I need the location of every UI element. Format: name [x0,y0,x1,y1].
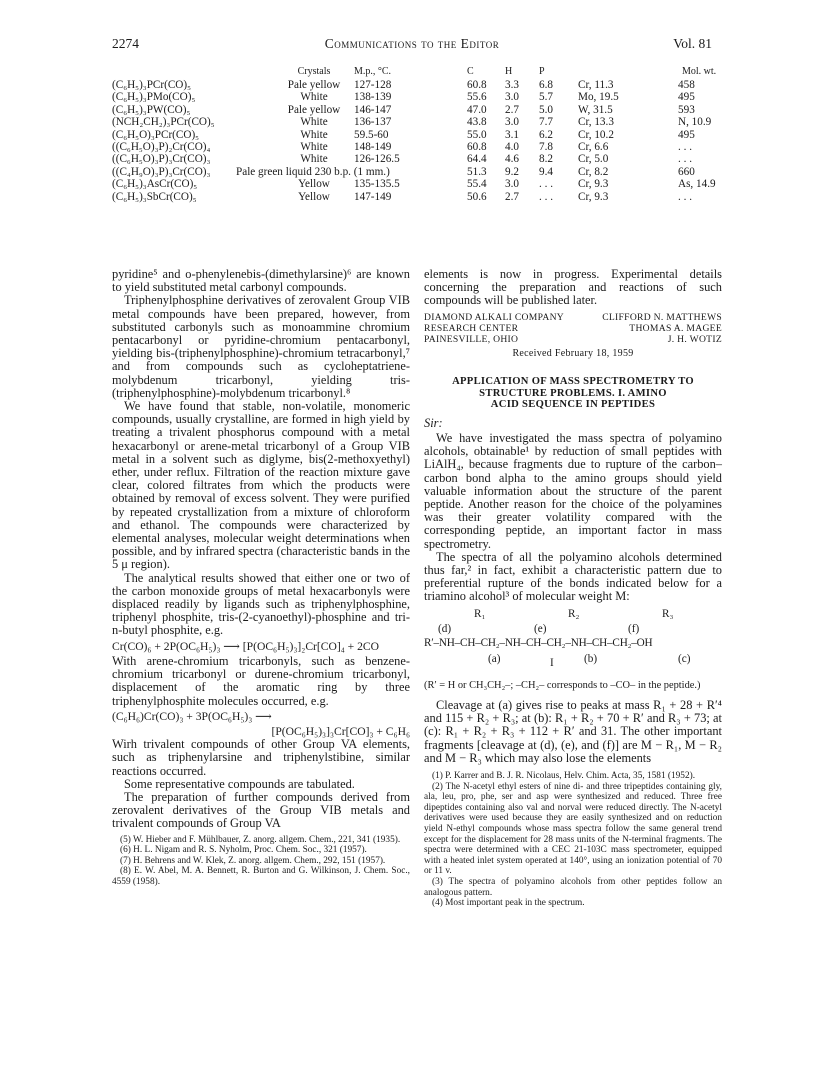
phosphorus-value: 6.2 [539,128,553,141]
table-row [112,191,722,203]
hydrogen-value: 3.0 [505,178,519,191]
compound-formula: ((C₆H₅O)₃P)₂Cr(CO)₄ [112,140,211,153]
table-row [112,178,722,190]
phosphorus-value: . . . [539,178,553,191]
phosphorus-value: 5.0 [539,103,553,116]
melting-point: 138-139 [354,91,392,104]
compound-number: I [550,656,554,669]
metal-analysis: Cr, 8.2 [578,165,609,178]
table-row [112,116,722,128]
molecular-weight: . . . [678,190,692,203]
compound-formula: ((C₄H₉O)₃P)₃Cr(CO)₃ [112,165,211,178]
metal-analysis: Cr, 9.3 [578,190,609,203]
structure-note: (R′ = H or CH₃CH₂–; –CH₂– corresponds to –CO– in the peptide.) [424,679,701,691]
paragraph: With arene-chromium tricarbonyls, such as benzene-chromium tricarbonyl or durene-chromium tricarbonyl, displacement of the aromatic ring by three triphenylphosphite molecules occurred, e.g. [112,653,410,708]
table-row [112,166,722,178]
reference: (6) H. L. Nigam and R. S. Nyholm, Proc. Chem. Soc., 321 (1957). [120,845,367,856]
cleavage-d-label: (d) [438,622,452,635]
compound-formula: (C₆H₅)₃AsCr(CO)₅ [112,178,198,191]
carbon-value: 55.4 [467,178,487,191]
cleavage-c-label: (c) [678,652,691,665]
table-row [112,153,722,165]
melting-point: 135-135.5 [354,178,400,191]
affiliation-line [424,323,722,334]
structure-diagram [424,606,722,676]
article-title [424,376,722,411]
footnotes-right [424,771,722,909]
carbon-value: 43.8 [467,116,487,129]
metal-analysis: Cr, 6.6 [578,140,609,153]
author-affiliation [424,312,722,346]
paragraph: pyridine⁵ and o-phenylenebis-(dimethylarsine)⁶ are known to yield substituted metal carbonyl compounds. [112,267,410,295]
affiliation-line [424,312,722,323]
metal-analysis: Mo, 19.5 [578,91,619,104]
running-header [112,36,712,54]
compounds-table [112,66,722,203]
metal-analysis: Cr, 5.0 [578,153,609,166]
crystal-description: White [300,153,328,166]
crystal-description: White [300,91,328,104]
reference: (5) W. Hieber and F. Mühlbauer, Z. anorg. allgem. Chem., 221, 341 (1935). [120,834,401,845]
hydrogen-value: 4.6 [505,153,519,166]
melting-point: 127-128 [354,79,392,91]
table-row [112,104,722,116]
compound-formula: (C₆H₅O)₃PCr(CO)₅ [112,128,200,141]
crystal-description: Pale yellow [287,79,341,91]
header-mp: M.p., °C. [354,66,392,77]
author-name: CLIFFORD N. MATTHEWS [602,311,722,323]
left-column [112,268,410,888]
metal-analysis: Cr, 13.3 [578,116,614,129]
reference: (7) H. Behrens and W. Klek, Z. anorg. allgem. Chem., 292, 151 (1957). [120,855,386,866]
hydrogen-value: 3.0 [505,91,519,104]
compound-formula: ((C₆H₅O)₃P)₃Cr(CO)₃ [112,153,211,166]
paragraph: elements is now in progress. Experimental details concerning the preparation and reactions of such compounds will be published later. [424,267,722,308]
header-mol-wt: Mol. wt. [682,66,717,77]
crystal-description: White [300,128,328,141]
paragraph: The spectra of all the polyamino alcohols determined thus far,² in fact, exhibit a characteristic pattern due to preferential rupture of the bonds indicated below for a triamino alcohol³ of molecular weight M: [424,549,722,604]
volume-label: Vol. 81 [673,36,712,51]
molecular-weight: 495 [678,91,695,104]
table-header-row [112,66,722,79]
institution: RESEARCH CENTER [424,323,519,335]
melting-point: 59.5-60 [354,128,389,141]
compound-formula: (C₆H₅)₃PW(CO)₅ [112,103,191,116]
phosphorus-value: 7.8 [539,140,553,153]
references-left [112,835,410,888]
header-p: P [539,66,545,77]
molecular-weight: N, 10.9 [678,116,712,129]
table-row [112,91,722,103]
hydrogen-value: 3.1 [505,128,519,141]
footnote: (4) Most important peak in the spectrum. [432,898,585,909]
crystal-description: Pale yellow [287,103,341,116]
hydrogen-value: 2.7 [505,190,519,203]
metal-analysis: Cr, 9.3 [578,178,609,191]
hydrogen-value: 3.3 [505,79,519,91]
substituent-r2: R₂ [568,607,580,620]
hydrogen-value: 9.2 [505,165,519,178]
paragraph: We have found that stable, non-volatile, monomeric compounds, usually crystalline, are formed in high yield by treating a trivalent phosphorus compound with a metal hexacarbonyl or arene-metal tricarbonyl of a Group VIB metal in a solvent such as diglyme, bis(2-methoxyethyl) ether, under reflux. Filtration of the reaction mixture gave clear, colored filtrates from which the products were obtained by removal of excess solvent. They were purified by repeated crystallization from a mixture of chloroform and ethanol. The compounds were characterized by elemental analyses, molecular weight determinations when possible, and by infrared spectra (characteristic bands in the 5 μ region). [112,399,410,572]
author-name: J. H. WOTIZ [667,334,722,346]
carbon-value: 51.3 [467,165,487,178]
hydrogen-value: 2.7 [505,103,519,116]
molecular-weight: 495 [678,128,695,141]
table-row [112,141,722,153]
header-c: C [467,66,474,77]
compound-formula: (C₆H₅)₃PCr(CO)₅ [112,79,191,91]
section-title: Communications to the Editor [324,36,500,51]
hydrogen-value: 4.0 [505,140,519,153]
carbon-value: 60.8 [467,79,487,91]
melting-point: 136-137 [354,116,392,129]
phosphorus-value: 7.7 [539,116,553,129]
molecular-weight: . . . [678,153,692,166]
author-name: THOMAS A. MAGEE [629,323,722,335]
table-row [112,129,722,141]
cleavage-e-label: (e) [534,622,547,635]
substituent-r3: R₃ [662,607,674,620]
molecular-weight: As, 14.9 [678,178,716,191]
molecular-weight: 458 [678,79,695,91]
molecular-weight: 593 [678,103,695,116]
melting-point: 147-149 [354,190,392,203]
carbon-value: 55.0 [467,128,487,141]
carbon-value: 60.8 [467,140,487,153]
phosphorus-value: 5.7 [539,91,553,104]
salutation: Sir: [424,415,443,430]
paragraph: Some representative compounds are tabulated. [124,776,355,791]
footnote: (2) The N-acetyl ethyl esters of nine di- and three tripeptides containing gly, ala, leu, pro, phe, ser and asp were synthesized and reduced. Three free dipeptides containing also val and norval were reduced directly. The N-acetyl derivatives were used because they are easily synthesized and on reduction yield N-ethyl compounds whose mass spectra follow the same general trend except for the displacement for 28 mass units of the N-terminal fragments. The spectra were determined with a CEC 21-103C mass spectrometer, equipped with a heated inlet system operated at 140°, using an ionization potential of 70 or 11 v. [424,781,722,877]
cleavage-f-label: (f) [628,622,640,635]
header-h: H [505,66,513,77]
right-column [424,268,722,909]
melting-point: 148-149 [354,140,392,153]
carbon-value: 50.6 [467,190,487,203]
metal-analysis: W, 31.5 [578,103,613,116]
equation-2-part-2: [P(OC₆H₅)₃]₃Cr[CO]₃ + C₆H₆ [271,724,410,738]
cleavage-b-label: (b) [584,652,598,665]
page-number: 2274 [112,36,139,51]
title-line: STRUCTURE PROBLEMS. I. AMINO [479,387,667,399]
footnote: (3) The spectra of polyamino alcohols from other peptides follow an analogous pattern. [424,877,722,898]
reference: (8) E. W. Abel, M. A. Bennett, R. Burton and G. Wilkinson, J. Chem. Soc., 4559 (1958). [112,866,410,887]
compound-formula: (NCH₂CH₂)₃PCr(CO)₅ [112,116,215,129]
equation-1: Cr(CO)₆ + 2P(OC₆H₅)₃ ⟶ [P(OC₆H₅)₃]₂Cr[CO]₄ + 2CO [112,639,380,653]
phosphorus-value: 8.2 [539,153,553,166]
compound-formula: (C₆H₅)₃SbCr(CO)₅ [112,190,197,203]
crystal-description: Pale green liquid 230 b.p. (1 mm.) [236,165,390,178]
phosphorus-value: 6.8 [539,79,553,91]
hydrogen-value: 3.0 [505,116,519,129]
institution: DIAMOND ALKALI COMPANY [424,311,565,323]
melting-point: 126-126.5 [354,153,400,166]
crystal-description: Yellow [298,190,330,203]
phosphorus-value: . . . [539,190,553,203]
paragraph: The analytical results showed that either one or two of the carbon monoxide groups of metal hexacarbonyls were displaced readily by ligands such as triphenylphosphine, triphenyl phosphite, tris-(2-cyanoethyl)-phosphine and tri-n-butyl phosphite, e.g. [112,570,410,638]
carbon-value: 55.6 [467,91,487,104]
substituent-r1: R₁ [474,607,486,620]
header-crystals: Crystals [297,66,331,77]
melting-point: 146-147 [354,103,392,116]
title-line: ACID SEQUENCE IN PEPTIDES [490,399,656,411]
location: PAINESVILLE, OHIO [424,334,519,346]
metal-analysis: Cr, 11.3 [578,79,614,91]
crystal-description: White [300,140,328,153]
molecular-weight: 660 [678,165,695,178]
equation-2-part-1: (C₆H₆)Cr(CO)₃ + 3P(OC₆H₅)₃ ⟶ [112,709,272,723]
crystal-description: Yellow [298,178,330,191]
paragraph: The preparation of further compounds derived from zerovalent derivatives of the Group VIB metals and trivalent compounds of Group VA [112,789,410,831]
paragraph: We have investigated the mass spectra of polyamino alcohols, obtainable¹ by reduction of small peptides with LiAlH₄, because fragments due to rupture of the carbon–carbon bond alpha to the amino groups should yield valuable information about the structure of the parent peptide. Another reason for the choice of the polyamines was their greater volatility compared with the corresponding peptide, an important factor in mass spectrometry. [424,431,722,551]
molecular-weight: . . . [678,140,692,153]
title-line: APPLICATION OF MASS SPECTROMETRY TO [452,376,694,388]
cleavage-a-label: (a) [488,652,501,665]
affiliation-line [424,334,722,345]
crystal-description: White [300,116,328,129]
carbon-value: 64.4 [467,153,487,166]
table-row [112,79,722,91]
molecule-chain: R′–NH–CH–CH₂–NH–CH–CH₂–NH–CH–CH₂–OH [424,636,653,649]
paragraph: Triphenylphosphine derivatives of zerovalent Group VIB metal compounds have been prepared, however, from substituted carbonyls such as monoammine chromium pentacarbonyl or pyridine-chromium pentacarbonyl, yielding bis-(triphenylphosphine)-chromium tetracarbonyl,⁷ and from compounds such as cycloheptatriene-molybdenum tricarbonyl, yielding tris-(triphenylphosphine)-molybdenum tricarbonyl.⁸ [112,293,410,400]
compound-formula: (C₆H₅)₃PMo(CO)₅ [112,91,196,104]
metal-analysis: Cr, 10.2 [578,128,614,141]
carbon-value: 47.0 [467,103,487,116]
received-date: Received February 18, 1959 [512,347,634,359]
paragraph: Wirh trivalent compounds of other Group VA elements, such as triphenylarsine and triphenylstibine, similar reactions occurred. [112,737,410,778]
footnote: (1) P. Karrer and B. J. R. Nicolaus, Helv. Chim. Acta, 35, 1581 (1952). [432,771,696,782]
paragraph: Cleavage at (a) gives rise to peaks at mass R₁ + 28 + R′⁴ and 115 + R₂ + R₃; at (b): R₁ + R₂ + 70 + R′ and R₃ + 73; at (c): R₁ + R₂ + R₃ + 112 + R′ and 31. The other important fragments [cleavage at (d), (e), and (f)] are M − R₁, M − R₂ and M − R₃ which may also lose the elements [424,698,722,765]
phosphorus-value: 9.4 [539,165,553,178]
